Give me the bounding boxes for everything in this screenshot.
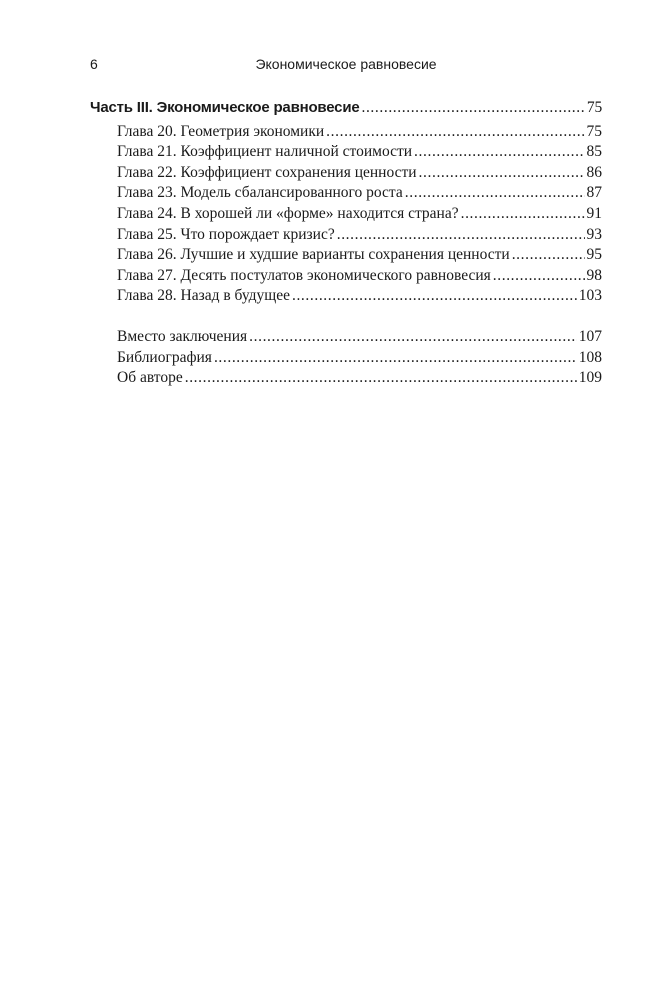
- toc-entry-page: 108: [578, 348, 602, 366]
- toc-part-3[interactable]: [90, 98, 602, 119]
- toc-chapter-21[interactable]: [90, 142, 602, 163]
- toc-chapter-28[interactable]: [90, 286, 602, 307]
- toc-chapter-page: 91: [586, 204, 602, 222]
- dot-leader: [419, 163, 585, 184]
- toc-chapter-25[interactable]: [90, 225, 602, 246]
- toc-chapter-title: Глава 23. Модель сбалансированного роста: [117, 184, 403, 202]
- dot-leader: [405, 183, 585, 204]
- toc-chapter-23[interactable]: [90, 183, 602, 204]
- toc-chapter-26[interactable]: [90, 245, 602, 266]
- toc-chapter-24[interactable]: [90, 204, 602, 225]
- toc-conclusion[interactable]: [90, 327, 602, 348]
- dot-leader: [493, 266, 585, 287]
- toc-entry-title: Об авторе: [117, 369, 183, 387]
- dot-leader: [326, 122, 584, 143]
- section-gap: [90, 307, 602, 327]
- toc-entry-title: Вместо заключения: [117, 327, 248, 345]
- toc-about-author[interactable]: [90, 368, 602, 389]
- dot-leader: [461, 204, 585, 225]
- toc-chapter-title: Глава 21. Коэффициент наличной стоимости: [117, 143, 413, 161]
- toc-chapter-27[interactable]: [90, 266, 602, 287]
- toc-chapter-title: Глава 22. Коэффициент сохранения ценности: [117, 163, 417, 181]
- toc-chapter-page: 75: [586, 122, 602, 140]
- toc-chapter-22[interactable]: [90, 163, 602, 184]
- running-title: Экономическое равновесие: [255, 56, 437, 72]
- toc-chapter-page: 95: [586, 246, 602, 264]
- toc-chapter-title: Глава 25. Что порождает кризис?: [117, 225, 335, 243]
- dot-leader: [292, 286, 577, 307]
- toc-chapter-page: 93: [586, 225, 602, 243]
- page-number: 6: [90, 56, 98, 72]
- toc-chapter-page: 86: [586, 163, 602, 181]
- toc-entry-title: Библиография: [117, 348, 212, 366]
- toc-chapter-page: 85: [586, 143, 602, 161]
- toc-chapter-title: Глава 28. Назад в будущее: [117, 287, 290, 305]
- toc-chapter-page: 87: [586, 184, 602, 202]
- toc-chapter-title: Глава 20. Геометрия экономики: [117, 122, 325, 140]
- table-of-contents: [90, 98, 602, 389]
- dot-leader: [414, 142, 584, 163]
- dot-leader: [249, 327, 577, 348]
- toc-chapter-20[interactable]: [90, 122, 602, 143]
- toc-part-title: Часть III. Экономическое равновесие: [90, 99, 360, 116]
- toc-chapter-title: Глава 24. В хорошей ли «форме» находится страна?: [117, 204, 459, 222]
- dot-leader: [337, 225, 585, 246]
- dot-leader: [512, 245, 585, 266]
- dot-leader: [361, 98, 584, 119]
- toc-chapter-page: 98: [586, 266, 602, 284]
- toc-bibliography[interactable]: [90, 348, 602, 369]
- toc-entry-page: 109: [578, 369, 602, 387]
- toc-chapter-page: 103: [578, 287, 602, 305]
- dot-leader: [185, 368, 577, 389]
- toc-part-page: 75: [586, 99, 602, 116]
- toc-chapter-title: Глава 26. Лучшие и худшие варианты сохранения ценности: [117, 246, 510, 264]
- running-header: [90, 56, 602, 76]
- toc-entry-page: 107: [578, 327, 602, 345]
- dot-leader: [214, 348, 577, 369]
- toc-chapter-title: Глава 27. Десять постулатов экономического равновесия: [117, 266, 491, 284]
